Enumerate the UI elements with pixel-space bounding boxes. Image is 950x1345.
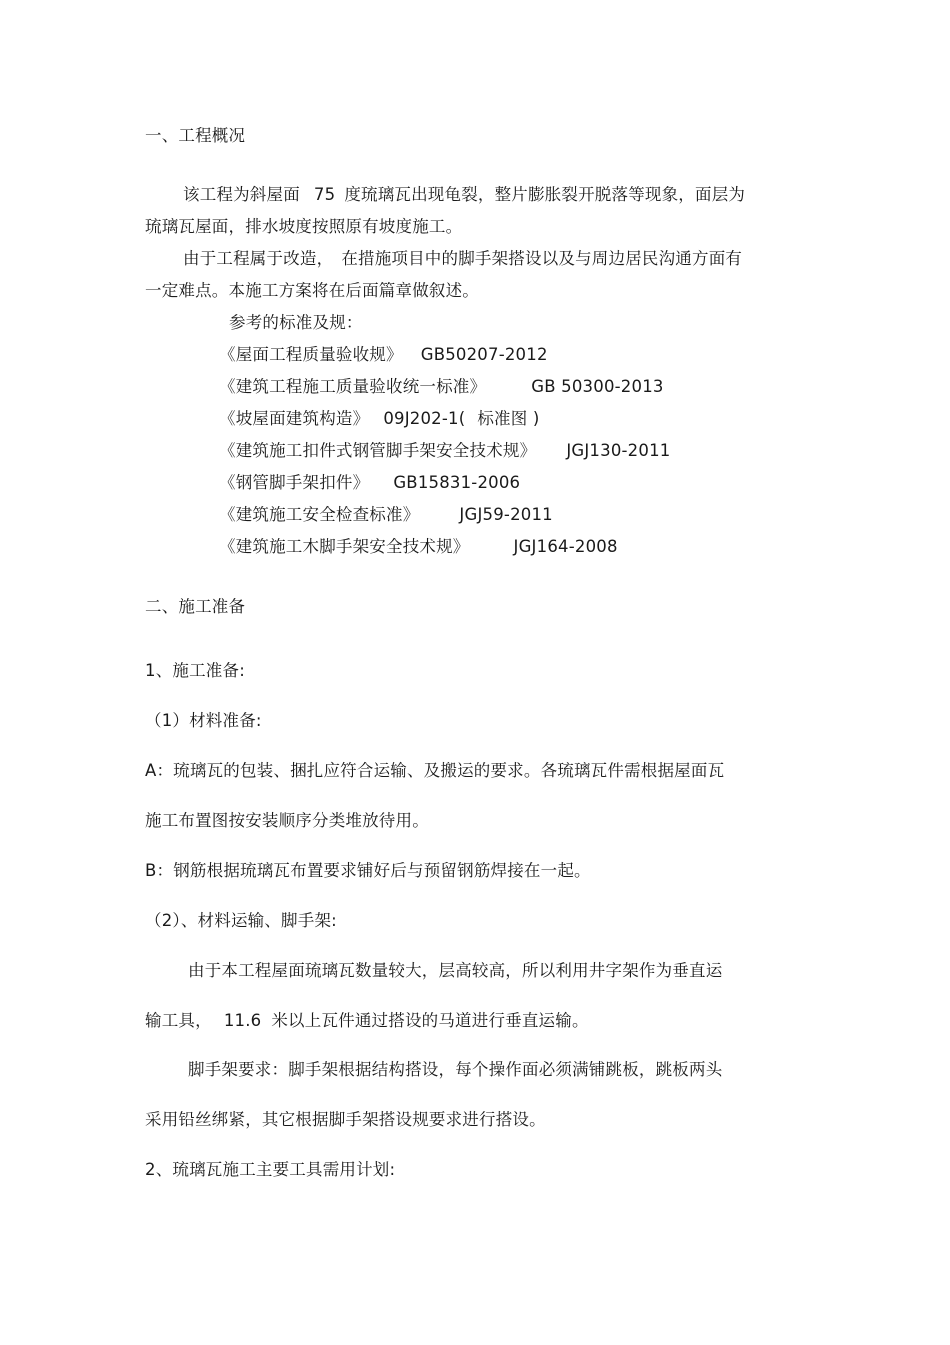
standard-name: 《坡屋面建筑构造》	[219, 409, 370, 428]
standard-item	[219, 536, 618, 558]
standard-name: 《建筑工程施工质量验收统一标准》	[219, 377, 487, 396]
standard-code: 09J202-1(	[383, 409, 466, 428]
item-b: B：钢筋根据琉璃瓦布置要求铺好后与预留钢筋焊接在一起。	[145, 861, 591, 880]
paragraph-line	[183, 248, 742, 270]
standard-name: 《钢管脚手架扣件》	[219, 473, 370, 492]
paragraph-line: 脚手架要求：脚手架根据结构搭设，每个操作面必须满铺跳板，跳板两头	[188, 1060, 723, 1079]
section-heading-overview: 一、工程概况	[145, 126, 246, 145]
standard-code: JGJ130-2011	[566, 441, 671, 460]
subheading: 1、施工准备:	[145, 661, 245, 680]
standard-item	[219, 376, 664, 398]
standard-code: GB50207-2012	[420, 345, 548, 364]
paragraph-line: 一定难点。本施工方案将在后面篇章做叙述。	[145, 281, 479, 300]
standard-code: JGJ59-2011	[459, 505, 553, 524]
standard-name: 《建筑施工木脚手架安全技术规》	[219, 537, 470, 556]
paragraph-line: 琉璃瓦屋面，排水坡度按照原有坡度施工。	[145, 217, 463, 236]
standard-item	[219, 504, 553, 526]
paragraph-line	[183, 184, 745, 206]
item-a-line: A：琉璃瓦的包装、捆扎应符合运输、及搬运的要求。各琉璃瓦件需根据屋面瓦	[145, 761, 725, 780]
item-a-line: 施工布置图按安装顺序分类堆放待用。	[145, 811, 429, 830]
standard-name: 《建筑施工扣件式钢管脚手架安全技术规》	[219, 441, 537, 460]
text-span: 由于工程属于改造，	[183, 249, 334, 268]
standard-item	[219, 344, 548, 366]
standard-name: 《建筑施工安全检查标准》	[219, 505, 420, 524]
standard-code: GB 50300-2013	[531, 377, 664, 396]
text-span: 米以上瓦件通过搭设的马道进行垂直运输。	[271, 1011, 589, 1030]
standards-intro: 参考的标准及规：	[229, 313, 363, 332]
subheading: （1）材料准备:	[145, 711, 262, 730]
standard-item	[219, 472, 520, 494]
standard-item	[219, 408, 540, 430]
text-span: 度琉璃瓦出现龟裂，整片膨胀裂开脱落等现象，面层为	[344, 185, 746, 204]
subheading: 2、琉璃瓦施工主要工具需用计划:	[145, 1160, 396, 1179]
text-span: 75	[313, 185, 336, 204]
standard-name: 《屋面工程质量验收规》	[219, 345, 403, 364]
paragraph-line	[145, 1010, 589, 1032]
subheading: （2）、材料运输、脚手架:	[145, 911, 337, 930]
text-span: 输工具，	[145, 1011, 212, 1030]
paragraph-line: 由于本工程屋面琉璃瓦数量较大，层高较高，所以利用井字架作为垂直运	[188, 961, 723, 980]
standard-code: JGJ164-2008	[513, 537, 618, 556]
standard-note: 标准图 )	[477, 409, 540, 428]
standard-code: GB15831-2006	[393, 473, 521, 492]
paragraph-line: 采用铅丝绑紧，其它根据脚手架搭设规要求进行搭设。	[145, 1110, 546, 1129]
text-span: 该工程为斜屋面	[183, 185, 300, 204]
text-span: 11.6	[223, 1011, 262, 1030]
text-span: 在措施项目中的脚手架搭设以及与周边居民沟通方面有	[341, 249, 743, 268]
standard-item	[219, 440, 670, 462]
section-heading-preparation: 二、施工准备	[145, 597, 246, 616]
